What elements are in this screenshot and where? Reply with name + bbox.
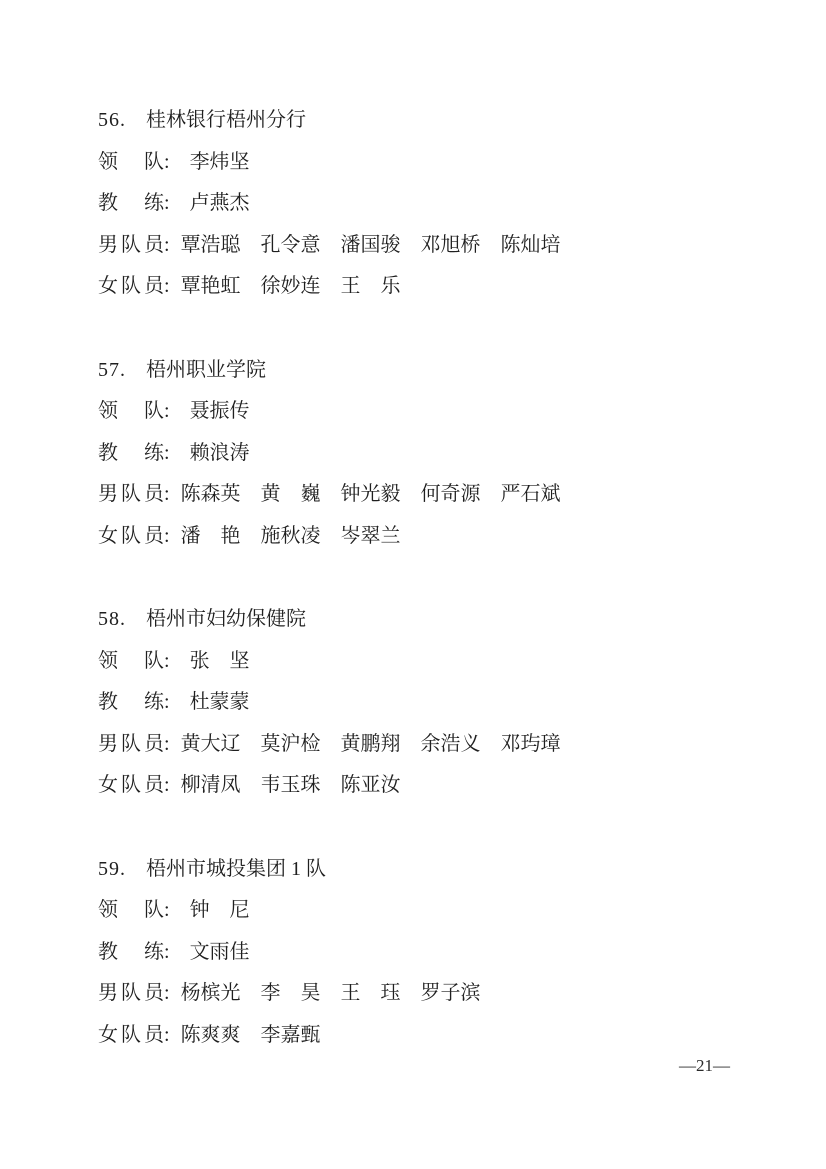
team-section-57	[98, 350, 786, 558]
male-members-names: 覃浩聪 孔令意 潘国骏 邓旭桥 陈灿培	[180, 233, 561, 256]
coach-label: 教练	[98, 441, 164, 464]
female-members-label: 女队员	[98, 275, 164, 297]
team-index: 56.	[98, 109, 126, 131]
leader-line	[98, 641, 786, 683]
team-name: 桂林银行梧州分行	[146, 109, 306, 131]
colon: :	[164, 441, 170, 464]
colon: :	[164, 982, 170, 1004]
male-members-names: 黄大辽 莫沪检 黄鹏翔 余浩义 邓玙璋	[180, 732, 561, 755]
male-members-label: 男队员	[98, 483, 164, 505]
coach-name: 赖浪涛	[189, 441, 250, 464]
coach-label: 教练	[98, 940, 164, 963]
team-name: 梧州职业学院	[146, 358, 266, 381]
team-section-59	[98, 849, 786, 1057]
male-members-label: 男队员	[98, 233, 164, 256]
female-members-line	[98, 1015, 786, 1057]
colon: :	[164, 483, 170, 505]
colon: :	[164, 275, 170, 297]
team-title-line	[98, 100, 786, 142]
leader-line	[98, 142, 786, 184]
coach-name: 卢燕杰	[189, 192, 250, 214]
team-title-line	[98, 849, 786, 891]
leader-line	[98, 890, 786, 932]
female-members-label: 女队员	[98, 524, 164, 547]
male-members-label: 男队员	[98, 982, 164, 1004]
page-number: —21—	[679, 1056, 730, 1075]
leader-name: 聂振传	[189, 400, 250, 422]
male-members-line	[98, 973, 786, 1015]
leader-line	[98, 391, 786, 433]
coach-name: 杜蒙蒙	[189, 691, 250, 713]
coach-line	[98, 682, 786, 724]
female-members-names: 覃艳虹 徐妙连 王 乐	[180, 275, 401, 297]
coach-name: 文雨佳	[189, 940, 250, 963]
colon: :	[164, 192, 170, 214]
male-members-label: 男队员	[98, 732, 164, 755]
colon: :	[164, 940, 170, 963]
male-members-line	[98, 474, 786, 516]
leader-label: 领队	[98, 400, 164, 422]
colon: :	[164, 732, 170, 755]
team-title-line	[98, 350, 786, 392]
coach-label: 教练	[98, 192, 164, 214]
teams-list	[98, 100, 786, 1098]
team-section-58	[98, 599, 786, 807]
colon: :	[164, 524, 170, 547]
female-members-line	[98, 516, 786, 558]
female-members-names: 陈爽爽 李嘉甄	[180, 1023, 321, 1046]
colon: :	[164, 1023, 170, 1046]
leader-name: 张 坚	[189, 649, 250, 672]
leader-label: 领队	[98, 150, 164, 173]
male-members-names: 陈森英 黄 巍 钟光毅 何奇源 严石斌	[180, 483, 561, 505]
colon: :	[164, 649, 170, 672]
colon: :	[164, 400, 170, 422]
leader-name: 钟 尼	[189, 899, 250, 921]
colon: :	[164, 774, 170, 796]
team-name: 梧州市妇幼保健院	[146, 608, 306, 630]
team-name: 梧州市城投集团 1 队	[146, 857, 326, 880]
colon: :	[164, 233, 170, 256]
female-members-label: 女队员	[98, 1023, 164, 1046]
male-members-line	[98, 225, 786, 267]
colon: :	[164, 150, 170, 173]
female-members-names: 潘 艳 施秋凌 岑翠兰	[180, 524, 401, 547]
leader-label: 领队	[98, 649, 164, 672]
female-members-line	[98, 765, 786, 807]
leader-name: 李炜坚	[189, 150, 250, 173]
coach-line	[98, 433, 786, 475]
male-members-line	[98, 724, 786, 766]
team-section-56	[98, 100, 786, 308]
female-members-line	[98, 266, 786, 308]
coach-label: 教练	[98, 691, 164, 713]
colon: :	[164, 691, 170, 713]
team-index: 59.	[98, 857, 126, 880]
team-index: 58.	[98, 608, 126, 630]
female-members-label: 女队员	[98, 774, 164, 796]
team-index: 57.	[98, 358, 126, 381]
leader-label: 领队	[98, 899, 164, 921]
coach-line	[98, 183, 786, 225]
team-title-line	[98, 599, 786, 641]
colon: :	[164, 899, 170, 921]
female-members-names: 柳清凤 韦玉珠 陈亚汝	[180, 774, 401, 796]
male-members-names: 杨槟光 李 昊 王 珏 罗子滨	[180, 982, 481, 1004]
coach-line	[98, 932, 786, 974]
